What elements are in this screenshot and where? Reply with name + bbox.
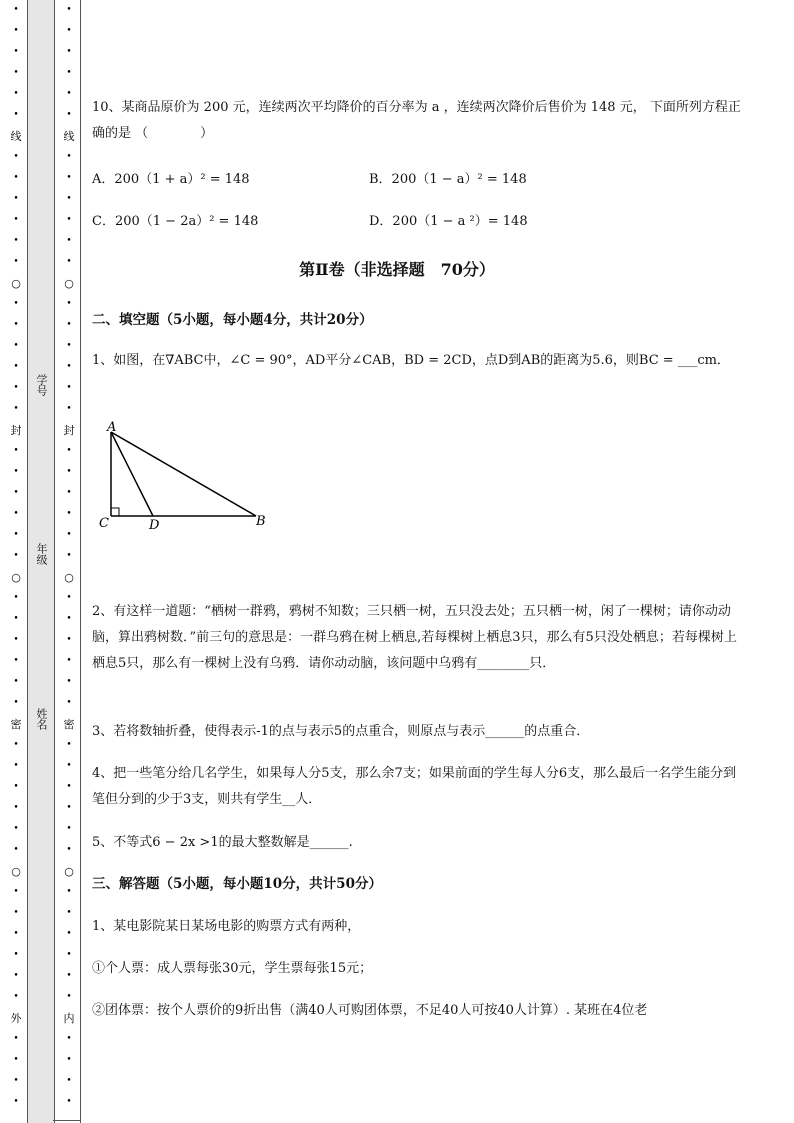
- outer-margin-dot: •: [13, 971, 19, 981]
- outer-margin-dot: •: [13, 320, 19, 330]
- outer-margin-marker: ○: [11, 571, 21, 584]
- inner-dot-column: [62, 0, 76, 1123]
- inner-margin-dot: •: [66, 803, 72, 813]
- question-10: [92, 95, 744, 147]
- outer-margin-dot: •: [13, 1097, 19, 1107]
- part-2-title: 第Ⅱ卷（非选择题 70分）: [299, 260, 495, 279]
- outer-margin-dot: •: [13, 950, 19, 960]
- section-3-heading: 三、解答题（5小题，每小题10分，共计50分）: [92, 876, 382, 892]
- outer-margin-dot: •: [13, 362, 19, 372]
- outer-margin-dot: •: [13, 530, 19, 540]
- outer-margin-dot: •: [13, 383, 19, 393]
- inner-margin-dot: •: [66, 320, 72, 330]
- vertex-a-label: A: [107, 420, 117, 435]
- inner-margin-dot: •: [66, 887, 72, 897]
- option-a: A．200（1 + a）² = 148: [92, 172, 250, 187]
- inner-margin-dot: •: [66, 782, 72, 792]
- outer-dot-column: [9, 0, 23, 1123]
- inner-margin-dot: •: [66, 698, 72, 708]
- answer-question-1-item-1: ①个人票：成人票每张30元，学生票每张15元；: [92, 961, 373, 976]
- outer-margin-dot: •: [13, 593, 19, 603]
- label-grade: [28, 543, 54, 569]
- inner-margin-dot: •: [66, 1097, 72, 1107]
- fill-question-2: 2、有这样一道题：“栖树一群鸦，鸦树不知数；三只栖一树，五只没去处；五只栖一树，闲了一棵树；请你动动脑，算出鸦树数．”前三句的意思是：一群乌鸦在树上栖息,若每棵树上栖息3只，那么有5只没处栖息；若每棵树上栖息5只，那么有一棵树上没有乌鸦．请你动动脑，该问题中乌鸦有________只．: [92, 604, 737, 671]
- inner-margin-dot: •: [66, 761, 72, 771]
- fill-question-4: 4、把一些笔分给几名学生，如果每人分5支，那么余7支；如果前面的学生每人分6支，那么最后一名学生能分到笔但分到的少于3支，则共有学生__人．: [92, 766, 737, 807]
- inner-margin-dot: •: [66, 383, 72, 393]
- inner-margin-dot: •: [66, 89, 72, 99]
- inner-margin-dot: •: [66, 677, 72, 687]
- fill-question-1: 1、如图，在∇ABC中，∠C = 90°，AD平分∠CAB，BD = 2CD，点D到AB的距离为5.6，则BC = ___cm．: [92, 353, 730, 368]
- outer-margin-dot: •: [13, 404, 19, 414]
- inner-margin-dot: •: [66, 362, 72, 372]
- label-text: 姓名: [35, 708, 48, 730]
- inner-margin-marker: 线: [63, 130, 75, 143]
- answer-question-1-intro: 1、某电影院某日某场电影的购票方式有两种，: [92, 919, 361, 934]
- inner-margin-dot: •: [66, 299, 72, 309]
- inner-margin-marker: ○: [64, 571, 74, 584]
- outer-margin-dot: •: [13, 194, 19, 204]
- outer-margin-dot: •: [13, 761, 19, 771]
- inner-margin-dot: •: [66, 467, 72, 477]
- inner-margin-dot: •: [66, 341, 72, 351]
- vertex-b-label: B: [256, 514, 266, 529]
- inner-margin-dot: •: [66, 5, 72, 15]
- section-2-heading: 二、填空题（5小题，每小题4分，共计20分）: [92, 312, 373, 328]
- fill-question-5: 5、不等式6 − 2x >1的最大整数解是______.: [92, 835, 353, 850]
- inner-margin-marker: 内: [63, 1012, 75, 1025]
- inner-margin-dot: •: [66, 47, 72, 57]
- inner-margin-dot: •: [66, 593, 72, 603]
- inner-margin-dot: •: [66, 845, 72, 855]
- outer-margin-dot: •: [13, 47, 19, 57]
- margin-border-bottom: [53, 1120, 81, 1121]
- inner-margin-dot: •: [66, 68, 72, 78]
- outer-margin-dot: •: [13, 782, 19, 792]
- outer-margin-marker: ○: [11, 277, 21, 290]
- inner-margin-dot: •: [66, 635, 72, 645]
- outer-margin-dot: •: [13, 89, 19, 99]
- inner-margin-dot: •: [66, 530, 72, 540]
- outer-margin-dot: •: [13, 929, 19, 939]
- outer-margin-dot: •: [13, 677, 19, 687]
- margin-border: [80, 0, 81, 1123]
- outer-margin-dot: •: [13, 341, 19, 351]
- outer-margin-dot: •: [13, 824, 19, 834]
- inner-margin-dot: •: [66, 404, 72, 414]
- outer-margin-dot: •: [13, 110, 19, 120]
- vertex-c-label: C: [99, 516, 109, 531]
- outer-margin-dot: •: [13, 887, 19, 897]
- outer-margin-dot: •: [13, 992, 19, 1002]
- outer-margin-dot: •: [13, 740, 19, 750]
- inner-margin-dot: •: [66, 1055, 72, 1065]
- question-10-text: 10、某商品原价为 200 元，连续两次平均降价的百分率为 a ，连续两次降价后售价为 148 元， 下面所列方程正确的是 （ ）: [92, 100, 741, 141]
- inner-margin-dot: •: [66, 992, 72, 1002]
- outer-margin-dot: •: [13, 908, 19, 918]
- inner-margin-dot: •: [66, 1034, 72, 1044]
- outer-margin-dot: •: [13, 698, 19, 708]
- inner-margin-dot: •: [66, 215, 72, 225]
- inner-margin-dot: •: [66, 656, 72, 666]
- label-name: [28, 708, 54, 734]
- inner-margin-dot: •: [66, 488, 72, 498]
- outer-margin-marker: 线: [10, 130, 22, 143]
- outer-margin-dot: •: [13, 488, 19, 498]
- inner-margin-dot: •: [66, 194, 72, 204]
- inner-margin-dot: •: [66, 908, 72, 918]
- inner-margin-dot: •: [66, 950, 72, 960]
- label-text: 年级: [35, 543, 48, 565]
- outer-margin-marker: 外: [10, 1012, 22, 1025]
- outer-margin-dot: •: [13, 152, 19, 162]
- triangle-figure: [98, 418, 278, 536]
- option-c: C．200（1 − 2a）² = 148: [92, 214, 259, 229]
- vertex-d-label: D: [149, 518, 160, 533]
- outer-margin-marker: 密: [10, 718, 22, 731]
- outer-margin-dot: •: [13, 215, 19, 225]
- binding-margin: [0, 0, 82, 1123]
- inner-margin-dot: •: [66, 740, 72, 750]
- inner-margin-dot: •: [66, 152, 72, 162]
- outer-margin-dot: •: [13, 614, 19, 624]
- inner-margin-dot: •: [66, 929, 72, 939]
- label-text: 学号: [35, 374, 48, 396]
- inner-margin-dot: •: [66, 110, 72, 120]
- outer-margin-dot: •: [13, 656, 19, 666]
- inner-margin-dot: •: [66, 614, 72, 624]
- outer-margin-dot: •: [13, 173, 19, 183]
- outer-margin-dot: •: [13, 1055, 19, 1065]
- outer-margin-dot: •: [13, 68, 19, 78]
- outer-margin-dot: •: [13, 509, 19, 519]
- inner-margin-marker: 密: [63, 718, 75, 731]
- outer-margin-dot: •: [13, 236, 19, 246]
- outer-margin-dot: •: [13, 299, 19, 309]
- outer-margin-dot: •: [13, 803, 19, 813]
- inner-margin-dot: •: [66, 446, 72, 456]
- outer-margin-dot: •: [13, 467, 19, 477]
- outer-margin-dot: •: [13, 551, 19, 561]
- outer-margin-dot: •: [13, 1076, 19, 1086]
- fill-question-3: 3、若将数轴折叠，使得表示-1的点与表示5的点重合，则原点与表示______的点重合．: [92, 724, 590, 739]
- outer-margin-dot: •: [13, 26, 19, 36]
- inner-margin-dot: •: [66, 1076, 72, 1086]
- inner-margin-dot: •: [66, 173, 72, 183]
- outer-margin-dot: •: [13, 635, 19, 645]
- outer-margin-dot: •: [13, 845, 19, 855]
- inner-margin-marker: ○: [64, 865, 74, 878]
- option-b: B．200（1 − a）² = 148: [369, 172, 527, 187]
- inner-margin-dot: •: [66, 551, 72, 561]
- inner-margin-dot: •: [66, 509, 72, 519]
- outer-margin-marker: ○: [11, 865, 21, 878]
- inner-margin-marker: ○: [64, 277, 74, 290]
- inner-margin-dot: •: [66, 257, 72, 267]
- inner-margin-dot: •: [66, 26, 72, 36]
- answer-question-1-item-2: ②团体票：按个人票价的9折出售（满40人可购团体票，不足40人可按40人计算）. 某班在4位老: [92, 1003, 648, 1018]
- outer-margin-marker: 封: [10, 424, 22, 437]
- inner-margin-dot: •: [66, 236, 72, 246]
- inner-margin-dot: •: [66, 971, 72, 981]
- outer-margin-dot: •: [13, 257, 19, 267]
- inner-margin-dot: •: [66, 824, 72, 834]
- outer-margin-dot: •: [13, 1034, 19, 1044]
- outer-margin-dot: •: [13, 5, 19, 15]
- label-student-id: [28, 374, 54, 400]
- option-d: D．200（1 − a ²）= 148: [369, 214, 528, 229]
- outer-margin-dot: •: [13, 446, 19, 456]
- student-info-bar: [27, 0, 55, 1123]
- inner-margin-marker: 封: [63, 424, 75, 437]
